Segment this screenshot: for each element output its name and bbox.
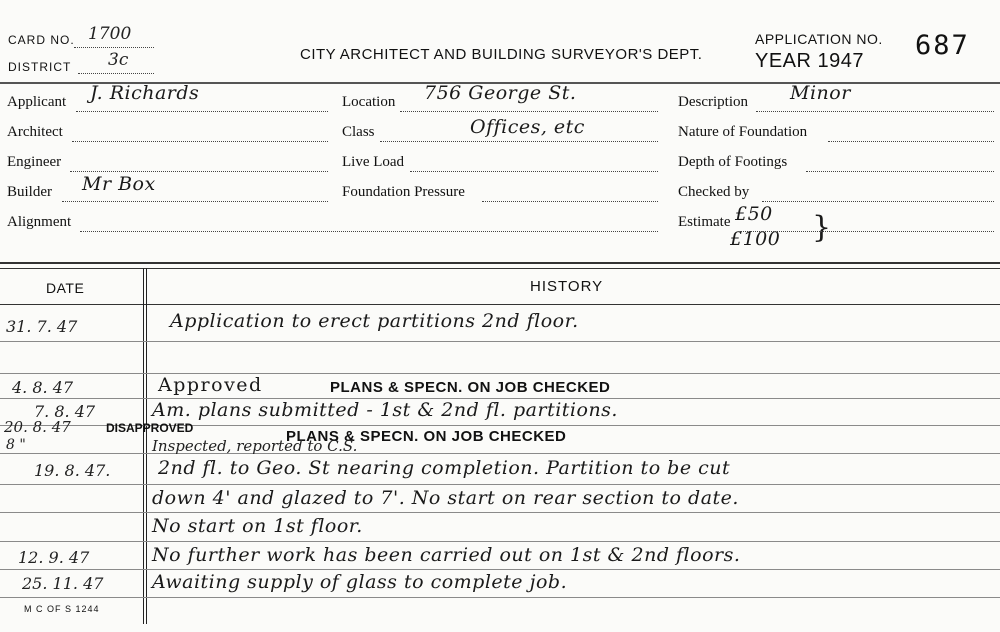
estimate-value-2: £100 (730, 228, 781, 250)
history-date: 31. 7. 47 (6, 317, 78, 336)
engineer-label: Engineer (7, 154, 62, 170)
history-entry: Inspected, reported to C.S. (152, 437, 358, 455)
district-label: DISTRICT (8, 60, 72, 74)
history-date: 25. 11. 47 (22, 574, 104, 593)
applicant-label: Applicant (7, 94, 67, 110)
history-entry: 2nd fl. to Geo. St nearing completion. Partition to be cut (158, 457, 731, 479)
builder-label: Builder (7, 184, 52, 200)
history-entry: No start on 1st floor. (152, 515, 363, 537)
history-entry: Awaiting supply of glass to complete job. (152, 571, 568, 593)
class-value: Offices, etc (470, 116, 585, 138)
history-entry: Approved (158, 374, 263, 396)
disapproved-stamp: DISAPPROVED (106, 421, 194, 435)
history-header: HISTORY (530, 278, 604, 295)
history-date: 7. 8. 47 (34, 402, 96, 421)
applicant-value: J. Richards (90, 82, 200, 104)
history-entry: Application to erect partitions 2nd floor. (170, 310, 579, 332)
district-value: 3c (108, 50, 129, 70)
builder-value: Mr Box (82, 173, 156, 195)
estimate-label: Estimate (678, 214, 731, 230)
date-header: DATE (46, 280, 85, 296)
history-entry: Am. plans submitted - 1st & 2nd fl. partitions. (152, 399, 618, 421)
estimate-value-1: £50 (735, 203, 773, 225)
history-entry: No further work has been carried out on 1st & 2nd floors. (152, 544, 741, 566)
class-label: Class (342, 124, 375, 140)
history-date: 19. 8. 47. (34, 461, 111, 480)
year-label: YEAR 1947 (755, 50, 865, 72)
alignment-label: Alignment (7, 214, 72, 230)
architect-label: Architect (7, 124, 63, 140)
history-date: 20. 8. 47 (4, 418, 71, 436)
location-value: 756 George St. (424, 82, 577, 104)
estimate-brace: } (812, 210, 832, 245)
depth-of-footings-label: Depth of Footings (678, 154, 788, 170)
application-number: 687 (915, 30, 970, 61)
history-date: 8 " (6, 437, 26, 453)
nature-of-foundation-label: Nature of Foundation (678, 124, 808, 140)
card-no-value: 1700 (88, 24, 132, 44)
checked-by-label: Checked by (678, 184, 750, 200)
live-load-label: Live Load (342, 154, 405, 170)
foundation-pressure-label: Foundation Pressure (342, 184, 465, 200)
history-date: 12. 9. 47 (18, 548, 90, 567)
checked-stamp: PLANS & SPECN. ON JOB CHECKED (286, 428, 567, 445)
card-no-label: CARD NO. (8, 33, 75, 47)
footer-code: M C OF S 1244 (24, 604, 100, 614)
description-value: Minor (790, 82, 851, 104)
description-label: Description (678, 94, 748, 110)
history-entry: down 4' and glazed to 7'. No start on rear section to date. (152, 487, 739, 509)
history-date: 4. 8. 47 (12, 378, 74, 397)
checked-stamp: PLANS & SPECN. ON JOB CHECKED (330, 379, 611, 396)
dept-title: CITY ARCHITECT AND BUILDING SURVEYOR'S DEPT. (300, 46, 703, 63)
application-no-label: APPLICATION NO. (755, 31, 883, 47)
location-label: Location (342, 94, 396, 110)
